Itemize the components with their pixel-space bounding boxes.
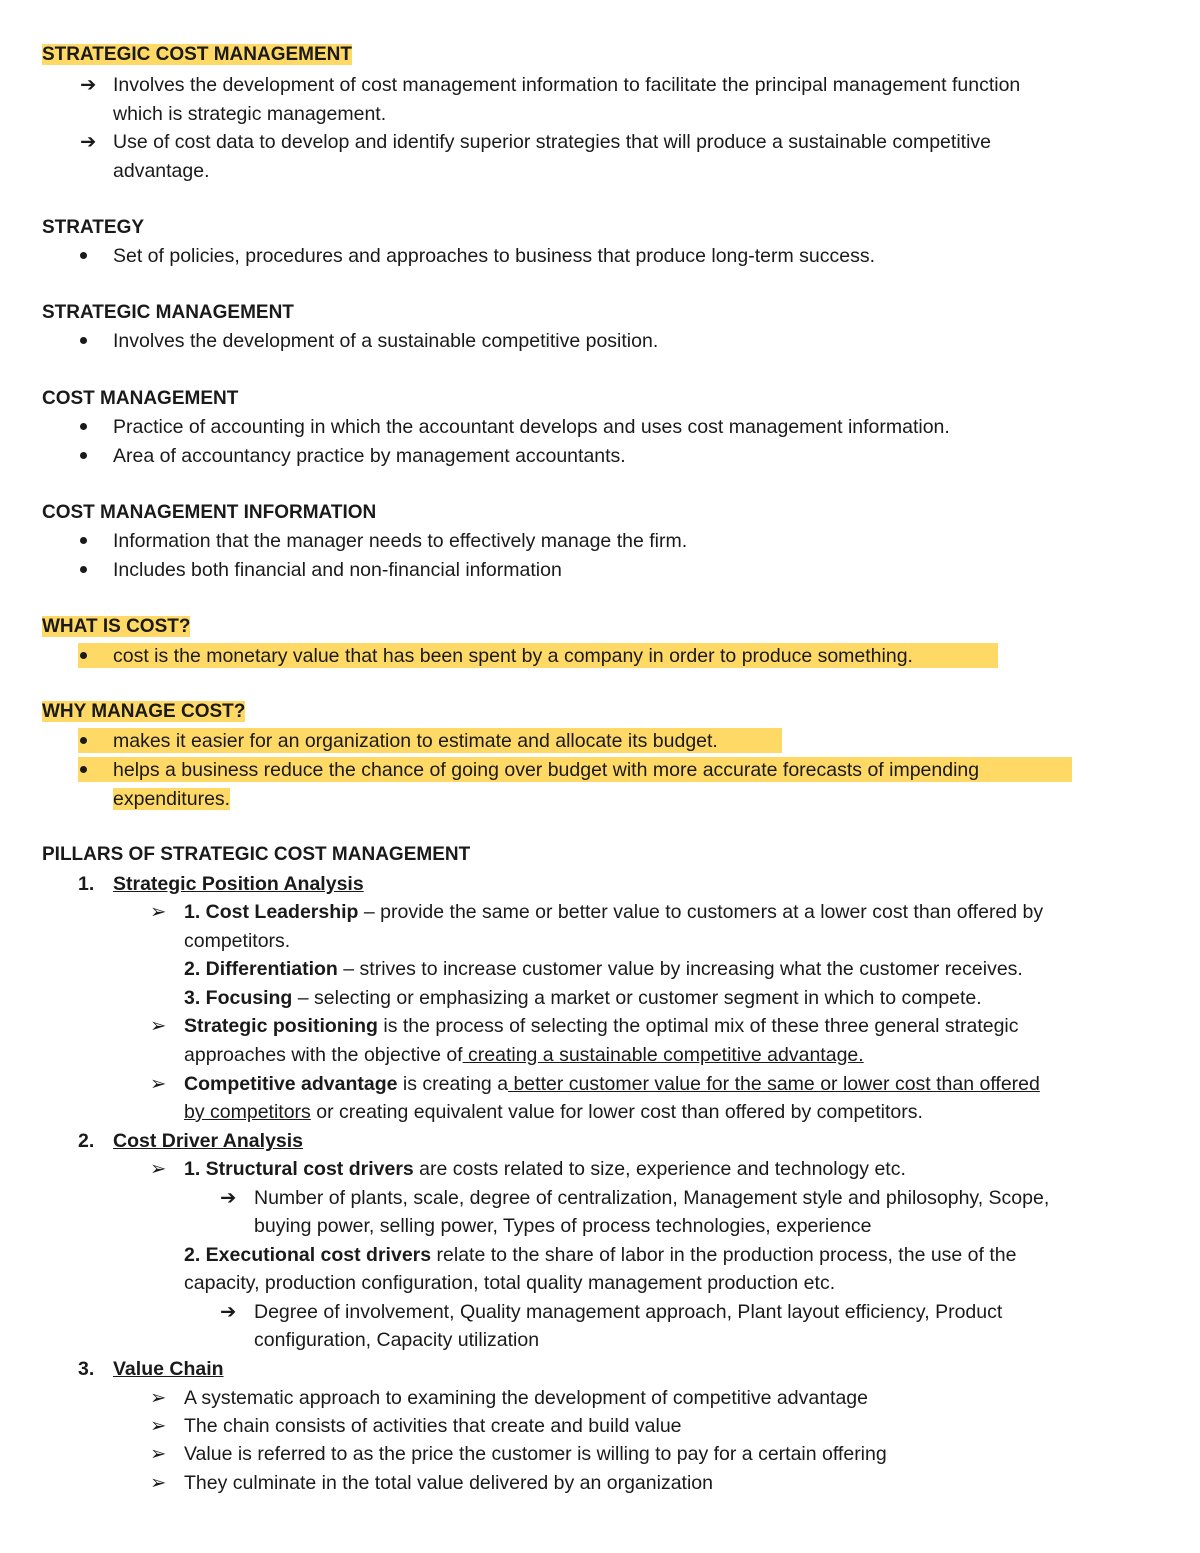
heading-what-is-cost: WHAT IS COST? [42,616,191,637]
list-item: Involves the development of a sustainable competitive position. [113,330,659,352]
pillar-title: Strategic Position Analysis [113,873,364,895]
bullet-icon [80,423,87,430]
arrow-bullet-icon: ➔ [220,1301,237,1323]
list-item: Includes both financial and non-financial information [113,559,562,581]
pillar-title: Cost Driver Analysis [113,1130,304,1152]
arrow-bullet-icon: ➔ [80,74,97,96]
heading-pillars: PILLARS OF STRATEGIC COST MANAGEMENT [42,844,471,865]
triangle-bullet-icon: ➢ [150,1472,167,1494]
list-item-continued: by competitors or creating equivalent value for lower cost than offered by competitors. [184,1101,923,1123]
list-item-continued: expenditures. [113,788,231,810]
pillar-number: 3. [78,1358,95,1380]
list-item: Competitive advantage is creating a better customer value for the same or lower cost than offered [184,1073,1040,1095]
list-item: Information that the manager needs to effectively manage the firm. [113,530,688,552]
list-item: Value is referred to as the price the customer is willing to pay for a certain offering [184,1443,887,1465]
list-item: 2. Differentiation – strives to increase customer value by increasing what the customer receives. [184,958,1023,980]
heading-cost-management: COST MANAGEMENT [42,388,239,409]
list-item: Use of cost data to develop and identify superior strategies that will produce a sustainable competitive [113,131,991,153]
list-item: The chain consists of activities that create and build value [184,1415,682,1437]
heading-strategic-cost-management: STRATEGIC COST MANAGEMENT [42,44,352,65]
pillar-number: 1. [78,873,95,895]
list-item: Involves the development of cost management information to facilitate the principal management function [113,74,1021,96]
sub-list-item: Degree of involvement, Quality management approach, Plant layout efficiency, Product [254,1301,1003,1323]
bullet-icon [80,337,87,344]
heading-strategy: STRATEGY [42,217,145,238]
sub-list-item: Number of plants, scale, degree of centralization, Management style and philosophy, Scope, [254,1187,1050,1209]
triangle-bullet-icon: ➢ [150,901,167,923]
list-item-continued: which is strategic management. [113,103,387,125]
list-item-continued: approaches with the objective of creating a sustainable competitive advantage. [184,1044,864,1066]
list-item: 1. Cost Leadership – provide the same or better value to customers at a lower cost than offered by [184,901,1044,923]
triangle-bullet-icon: ➢ [150,1015,167,1037]
arrow-bullet-icon: ➔ [80,131,97,153]
list-item: They culminate in the total value delivered by an organization [184,1472,713,1494]
arrow-bullet-icon: ➔ [220,1187,237,1209]
triangle-bullet-icon: ➢ [150,1158,167,1180]
triangle-bullet-icon: ➢ [150,1443,167,1465]
pillar-title: Value Chain [113,1358,224,1380]
list-item: helps a business reduce the chance of going over budget with more accurate forecasts of impending [113,759,980,781]
list-item: makes it easier for an organization to estimate and allocate its budget. [113,730,718,752]
bullet-icon [80,537,87,544]
list-item: A systematic approach to examining the development of competitive advantage [184,1387,868,1409]
bullet-icon [80,737,87,744]
sub-list-item-continued: configuration, Capacity utilization [254,1329,540,1351]
list-item: 2. Executional cost drivers relate to the share of labor in the production process, the use of the [184,1244,1017,1266]
list-item: Set of policies, procedures and approaches to business that produce long-term success. [113,245,876,267]
bullet-icon [80,252,87,259]
sub-list-item-continued: buying power, selling power, Types of process technologies, experience [254,1215,872,1237]
list-item: Practice of accounting in which the accountant develops and uses cost management information. [113,416,950,438]
triangle-bullet-icon: ➢ [150,1387,167,1409]
triangle-bullet-icon: ➢ [150,1073,167,1095]
triangle-bullet-icon: ➢ [150,1415,167,1437]
list-item-continued: advantage. [113,160,210,182]
list-item-continued: competitors. [184,930,291,952]
heading-cost-management-information: COST MANAGEMENT INFORMATION [42,502,377,523]
list-item: 1. Structural cost drivers are costs related to size, experience and technology etc. [184,1158,906,1180]
bullet-icon [80,652,87,659]
list-item: Strategic positioning is the process of selecting the optimal mix of these three general strategic [184,1015,1019,1037]
bullet-icon [80,766,87,773]
list-item-continued: capacity, production configuration, total quality management production etc. [184,1272,836,1294]
list-item: cost is the monetary value that has been spent by a company in order to produce something. [113,645,913,667]
list-item: 3. Focusing – selecting or emphasizing a market or customer segment in which to compete. [184,987,982,1009]
heading-why-manage-cost: WHY MANAGE COST? [42,701,246,722]
heading-strategic-management: STRATEGIC MANAGEMENT [42,302,294,323]
bullet-icon [80,452,87,459]
list-item: Area of accountancy practice by management accountants. [113,445,626,467]
bullet-icon [80,566,87,573]
pillar-number: 2. [78,1130,95,1152]
